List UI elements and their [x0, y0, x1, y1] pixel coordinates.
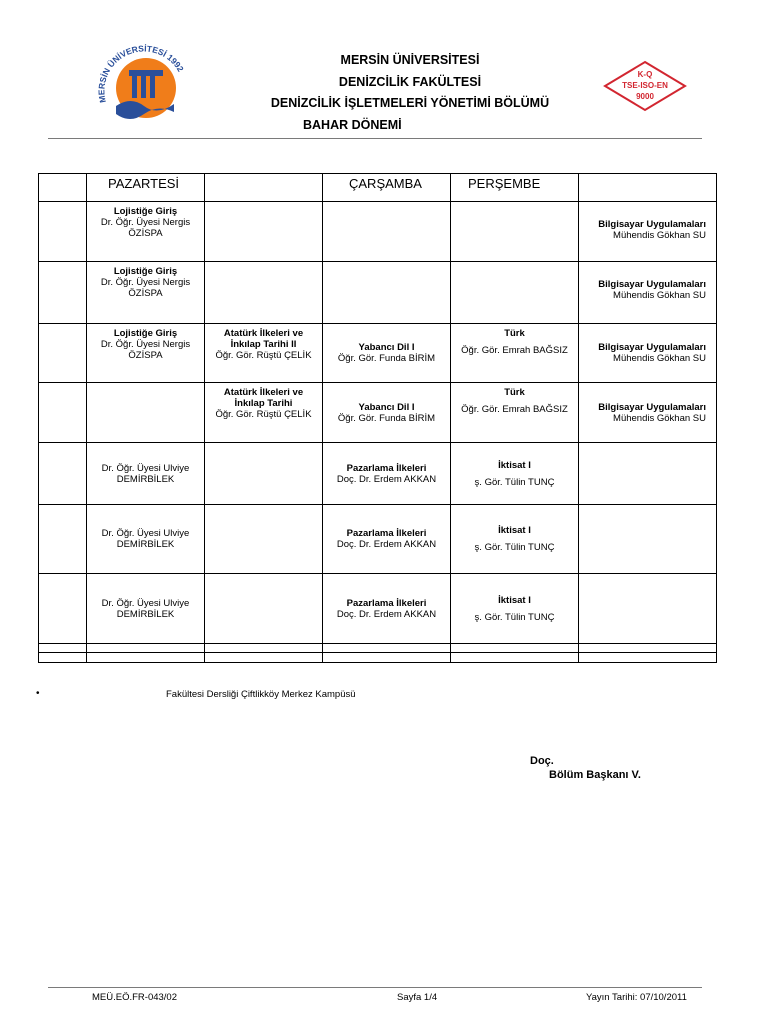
empty-cell [323, 653, 451, 663]
empty-cell [39, 644, 87, 653]
department-title: DENİZCİLİK İŞLETMELERİ YÖNETİMİ BÖLÜMÜ [270, 96, 550, 110]
university-logo [96, 40, 192, 126]
empty-cell [323, 202, 451, 262]
empty-cell [579, 505, 717, 574]
table-row [39, 653, 717, 663]
faculty-title: DENİZCİLİK FAKÜLTESİ [338, 75, 482, 89]
header-divider [48, 138, 702, 139]
schedule-header-row [39, 174, 717, 202]
slot-cell [39, 383, 87, 443]
empty-cell [451, 202, 579, 262]
empty-cell [205, 505, 323, 574]
slot-cell [39, 324, 87, 383]
table-row [39, 202, 717, 262]
course-cell: Türk Öğr. Gör. Emrah BAĞSIZ [451, 324, 579, 383]
slot-cell [39, 262, 87, 324]
location-note: Fakültesi Dersliği Çiftlikköy Merkez Kampüsü [166, 689, 356, 700]
course-cell: Atatürk İlkeleri ve İnkılap Tarihi Öğr. Gör. Rüştü ÇELİK [205, 383, 323, 443]
empty-cell [323, 262, 451, 324]
course-cell: Yabancı Dil I Öğr. Gör. Funda BİRİM [323, 383, 451, 443]
term-title: BAHAR DÖNEMİ [303, 118, 402, 132]
table-row [39, 443, 717, 505]
course-cell: Dr. Öğr. Üyesi Ulviye DEMİRBİLEK [87, 443, 205, 505]
quality-mark-line-1: K-Q [637, 70, 653, 79]
quality-mark-line-3: 9000 [636, 92, 654, 101]
signature-role: Bölüm Başkanı V. [549, 769, 641, 781]
university-title: MERSİN ÜNİVERSİTESİ [340, 53, 480, 67]
course-cell: Bilgisayar Uygulamaları Mühendis Gökhan SU [579, 202, 717, 262]
course-cell: Lojistiğe Giriş Dr. Öğr. Üyesi Nergis ÖZİSPA [87, 262, 205, 324]
course-cell: Pazarlama İlkeleri Doç. Dr. Erdem AKKAN [323, 574, 451, 644]
schedule-table [38, 173, 717, 663]
empty-cell [451, 653, 579, 663]
header-cell-tuesday [205, 174, 323, 202]
course-cell: Bilgisayar Uygulamaları Mühendis Gökhan SU [579, 383, 717, 443]
course-cell: İktisat I ş. Gör. Tülin TUNÇ [451, 574, 579, 644]
footer-divider [48, 987, 702, 988]
empty-cell [87, 383, 205, 443]
slot-cell [39, 443, 87, 505]
table-row [39, 383, 717, 443]
empty-cell [205, 443, 323, 505]
empty-cell [579, 653, 717, 663]
empty-cell [579, 443, 717, 505]
table-row [39, 324, 717, 383]
course-cell: Bilgisayar Uygulamaları Mühendis Gökhan SU [579, 324, 717, 383]
course-cell: Dr. Öğr. Üyesi Ulviye DEMİRBİLEK [87, 505, 205, 574]
course-cell: Atatürk İlkeleri ve İnkılap Tarihi II Öğr. Gör. Rüştü ÇELİK [205, 324, 323, 383]
course-cell: İktisat I ş. Gör. Tülin TUNÇ [451, 505, 579, 574]
empty-cell [205, 574, 323, 644]
course-cell: Türk Öğr. Gör. Emrah BAĞSIZ [451, 383, 579, 443]
course-cell: Dr. Öğr. Üyesi Ulviye DEMİRBİLEK [87, 574, 205, 644]
empty-cell [451, 262, 579, 324]
slot-cell [39, 505, 87, 574]
table-row [39, 505, 717, 574]
empty-cell [87, 653, 205, 663]
empty-cell [205, 262, 323, 324]
course-cell: Pazarlama İlkeleri Doç. Dr. Erdem AKKAN [323, 505, 451, 574]
course-cell: Lojistiğe Giriş Dr. Öğr. Üyesi Nergis ÖZİSPA [87, 324, 205, 383]
logo-lettering: MERSİN ÜNİVERSİTESİ 1992 [96, 43, 186, 104]
empty-cell [39, 653, 87, 663]
header-cell-monday: PAZARTESİ [87, 174, 205, 202]
empty-cell [579, 574, 717, 644]
empty-cell [87, 644, 205, 653]
empty-cell [205, 202, 323, 262]
empty-cell [205, 644, 323, 653]
course-cell: Pazarlama İlkeleri Doç. Dr. Erdem AKKAN [323, 443, 451, 505]
empty-cell [451, 644, 579, 653]
header-cell-friday [579, 174, 717, 202]
empty-cell [205, 653, 323, 663]
publish-date: Yayın Tarihi: 07/10/2011 [586, 992, 687, 1003]
course-cell: Bilgisayar Uygulamaları Mühendis Gökhan SU [579, 262, 717, 324]
page-number: Sayfa 1/4 [397, 992, 438, 1003]
slot-cell [39, 574, 87, 644]
slot-cell [39, 202, 87, 262]
header-cell-0 [39, 174, 87, 202]
course-cell: Lojistiğe Giriş Dr. Öğr. Üyesi Nergis ÖZİSPA [87, 202, 205, 262]
empty-cell [323, 644, 451, 653]
note-bullet: • [36, 688, 40, 699]
quality-mark-line-2: TSE-ISO-EN [622, 81, 668, 90]
form-code: MEÜ.EÖ.FR-043/02 [92, 992, 177, 1003]
table-row [39, 644, 717, 653]
table-row [39, 262, 717, 324]
table-row [39, 574, 717, 644]
signature-title: Doç. [530, 755, 554, 767]
empty-cell [579, 644, 717, 653]
header-cell-wednesday: ÇARŞAMBA [323, 174, 451, 202]
course-cell: Yabancı Dil I Öğr. Gör. Funda BİRİM [323, 324, 451, 383]
header-cell-thursday: PERŞEMBE [451, 174, 579, 202]
course-cell: İktisat I ş. Gör. Tülin TUNÇ [451, 443, 579, 505]
